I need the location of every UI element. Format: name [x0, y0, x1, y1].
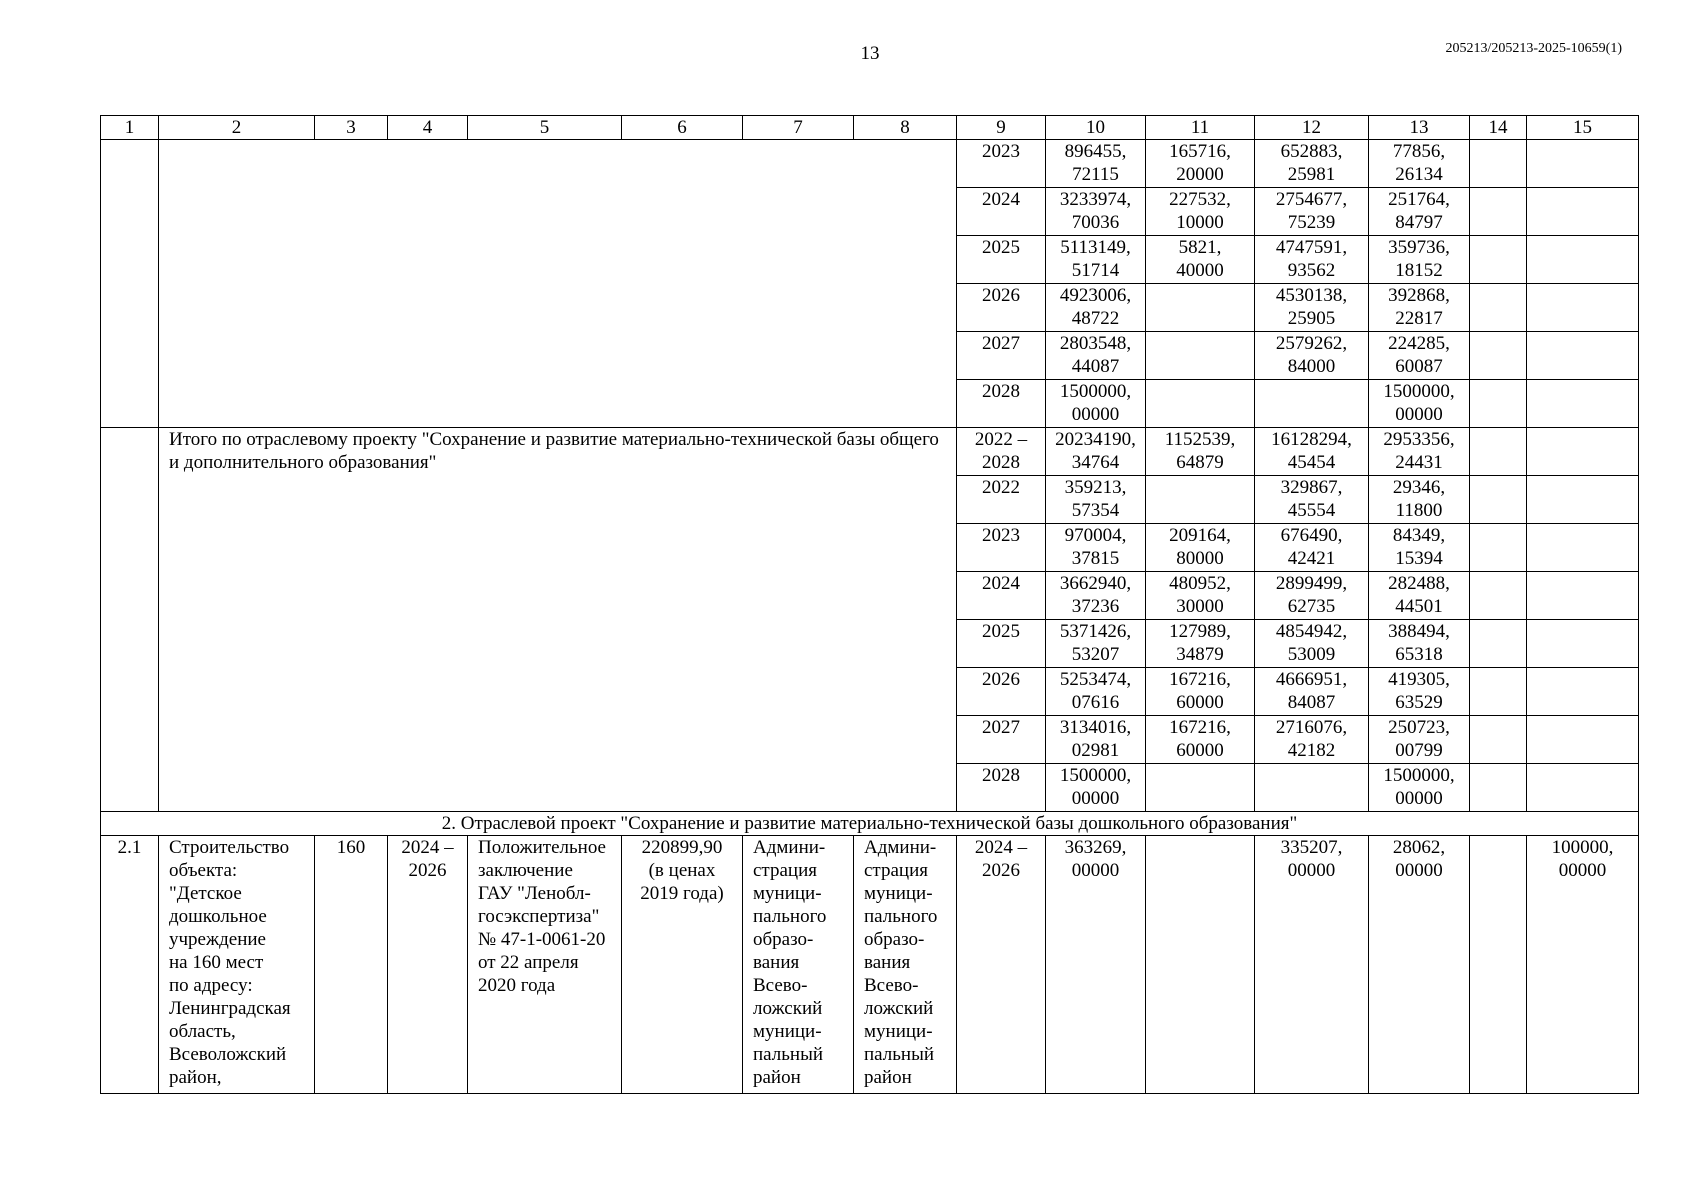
- empty-cell: [1470, 380, 1527, 428]
- local-amount-cell: 359736, 18152: [1369, 236, 1470, 284]
- federal-amount-cell: 127989, 34879: [1146, 620, 1255, 668]
- column-number: 10: [1046, 116, 1146, 140]
- empty-cell: [1470, 524, 1527, 572]
- local-amount-cell: 392868, 22817: [1369, 284, 1470, 332]
- empty-cell: [1527, 716, 1639, 764]
- regional-amount-cell: 4666951, 84087: [1255, 668, 1369, 716]
- empty-cell: [1470, 716, 1527, 764]
- column-number: 8: [854, 116, 957, 140]
- empty-cell: [1527, 380, 1639, 428]
- regional-amount-cell: 652883, 25981: [1255, 140, 1369, 188]
- total-amount-cell: 3134016, 02981: [1046, 716, 1146, 764]
- total-amount-cell: 5113149, 51714: [1046, 236, 1146, 284]
- empty-cell: [1470, 764, 1527, 812]
- federal-amount-cell: [1146, 836, 1255, 1094]
- local-amount-cell: 419305, 63529: [1369, 668, 1470, 716]
- section-header-row: [101, 812, 1639, 836]
- federal-amount-cell: 227532, 10000: [1146, 188, 1255, 236]
- customer: Админи- страция муници- пального образо- вания Всево- ложский муници- пальный район: [743, 836, 854, 1094]
- empty-cell: [1527, 236, 1639, 284]
- empty-cell: [101, 140, 159, 428]
- regional-amount-cell: 4530138, 25905: [1255, 284, 1369, 332]
- regional-amount-cell: 2899499, 62735: [1255, 572, 1369, 620]
- year-cell: 2026: [957, 284, 1046, 332]
- federal-amount-cell: [1146, 380, 1255, 428]
- federal-amount-cell: 167216, 60000: [1146, 668, 1255, 716]
- total-amount-cell: 2803548, 44087: [1046, 332, 1146, 380]
- column-number: 5: [468, 116, 622, 140]
- item-number: 2.1: [101, 836, 159, 1094]
- table-row: [101, 836, 1639, 1094]
- year-cell: 2025: [957, 620, 1046, 668]
- year-cell: 2028: [957, 764, 1046, 812]
- column-number: 12: [1255, 116, 1369, 140]
- local-amount-cell: 251764, 84797: [1369, 188, 1470, 236]
- empty-cell: [1470, 836, 1527, 1094]
- federal-amount-cell: 1152539, 64879: [1146, 428, 1255, 476]
- column-number-row: [101, 116, 1639, 140]
- regional-amount-cell: 329867, 45554: [1255, 476, 1369, 524]
- federal-amount-cell: [1146, 764, 1255, 812]
- empty-cell: [1527, 140, 1639, 188]
- empty-cell: [1470, 236, 1527, 284]
- regional-amount-cell: 2716076, 42182: [1255, 716, 1369, 764]
- estimated-cost: 220899,90 (в ценах 2019 года): [622, 836, 743, 1094]
- empty-cell: [1470, 140, 1527, 188]
- total-amount-cell: 20234190, 34764: [1046, 428, 1146, 476]
- federal-amount-cell: 167216, 60000: [1146, 716, 1255, 764]
- local-amount-cell: 1500000, 00000: [1369, 764, 1470, 812]
- empty-cell: [1470, 572, 1527, 620]
- empty-cell: [1470, 428, 1527, 476]
- local-amount-cell: 29346, 11800: [1369, 476, 1470, 524]
- empty-cell: [1527, 188, 1639, 236]
- total-amount-cell: 3662940, 37236: [1046, 572, 1146, 620]
- empty-cell: [1470, 188, 1527, 236]
- column-number: 13: [1369, 116, 1470, 140]
- empty-cell: [1527, 764, 1639, 812]
- empty-cell: [1470, 668, 1527, 716]
- total-amount-cell: 4923006, 48722: [1046, 284, 1146, 332]
- local-amount-cell: 84349, 15394: [1369, 524, 1470, 572]
- year-cell: 2024: [957, 572, 1046, 620]
- local-amount-cell: 2953356, 24431: [1369, 428, 1470, 476]
- column-number: 2: [159, 116, 315, 140]
- empty-cell: [101, 428, 159, 812]
- column-number: 7: [743, 116, 854, 140]
- column-number: 3: [315, 116, 388, 140]
- financing-period: 2024 – 2026: [957, 836, 1046, 1094]
- empty-cell: [1527, 572, 1639, 620]
- column-number: 14: [1470, 116, 1527, 140]
- empty-cell: [1527, 620, 1639, 668]
- column-number: 4: [388, 116, 468, 140]
- section-title: 2. Отраслевой проект "Сохранение и развитие материально-технической базы дошкольного образования": [101, 812, 1639, 836]
- empty-cell: [1527, 284, 1639, 332]
- empty-cell: [1527, 668, 1639, 716]
- local-amount-cell: 28062, 00000: [1369, 836, 1470, 1094]
- year-cell: 2024: [957, 188, 1046, 236]
- year-cell: 2026: [957, 668, 1046, 716]
- year-cell: 2022 – 2028: [957, 428, 1046, 476]
- budget-table: [100, 115, 1639, 1094]
- construction-period: 2024 – 2026: [388, 836, 468, 1094]
- year-cell: 2027: [957, 332, 1046, 380]
- total-amount-cell: 5371426, 53207: [1046, 620, 1146, 668]
- regional-amount-cell: [1255, 380, 1369, 428]
- column-number: 15: [1527, 116, 1639, 140]
- year-cell: 2025: [957, 236, 1046, 284]
- local-amount-cell: 224285, 60087: [1369, 332, 1470, 380]
- federal-amount-cell: 165716, 20000: [1146, 140, 1255, 188]
- regional-amount-cell: 335207, 00000: [1255, 836, 1369, 1094]
- federal-amount-cell: 480952, 30000: [1146, 572, 1255, 620]
- table-row: [101, 140, 1639, 188]
- federal-amount-cell: [1146, 332, 1255, 380]
- total-amount-cell: 896455, 72115: [1046, 140, 1146, 188]
- total-label: Итого по отраслевому проекту "Сохранение и развитие материально-технической базы общего и дополнительного образования": [159, 428, 957, 812]
- regional-amount-cell: 16128294, 45454: [1255, 428, 1369, 476]
- total-amount-cell: 363269, 00000: [1046, 836, 1146, 1094]
- total-amount-cell: 359213, 57354: [1046, 476, 1146, 524]
- total-amount-cell: 5253474, 07616: [1046, 668, 1146, 716]
- empty-cell: [1527, 524, 1639, 572]
- document-id: 205213/205213-2025-10659(1): [1445, 41, 1622, 56]
- total-amount-cell: 1500000, 00000: [1046, 764, 1146, 812]
- column-number: 9: [957, 116, 1046, 140]
- total-amount-cell: 1500000, 00000: [1046, 380, 1146, 428]
- local-amount-cell: 1500000, 00000: [1369, 380, 1470, 428]
- empty-cell: [1527, 476, 1639, 524]
- extra-amount-cell: 100000, 00000: [1527, 836, 1639, 1094]
- local-amount-cell: 388494, 65318: [1369, 620, 1470, 668]
- regional-amount-cell: 4854942, 53009: [1255, 620, 1369, 668]
- empty-cell: [1527, 428, 1639, 476]
- local-amount-cell: 77856, 26134: [1369, 140, 1470, 188]
- year-cell: 2023: [957, 524, 1046, 572]
- column-number: 11: [1146, 116, 1255, 140]
- year-cell: 2023: [957, 140, 1046, 188]
- total-amount-cell: 970004, 37815: [1046, 524, 1146, 572]
- page-number: 13: [860, 43, 880, 64]
- object-name: Строительство объекта: "Детское дошкольное учреждение на 160 мест по адресу: Ленинградская область, Всеволожский район,: [159, 836, 315, 1094]
- federal-amount-cell: 5821, 40000: [1146, 236, 1255, 284]
- regional-amount-cell: 2754677, 75239: [1255, 188, 1369, 236]
- capacity: 160: [315, 836, 388, 1094]
- federal-amount-cell: [1146, 284, 1255, 332]
- empty-cell: [1470, 284, 1527, 332]
- empty-cell: [1527, 332, 1639, 380]
- local-amount-cell: 282488, 44501: [1369, 572, 1470, 620]
- year-cell: 2028: [957, 380, 1046, 428]
- regional-amount-cell: [1255, 764, 1369, 812]
- federal-amount-cell: [1146, 476, 1255, 524]
- year-cell: 2022: [957, 476, 1046, 524]
- regional-amount-cell: 676490, 42421: [1255, 524, 1369, 572]
- federal-amount-cell: 209164, 80000: [1146, 524, 1255, 572]
- regional-amount-cell: 2579262, 84000: [1255, 332, 1369, 380]
- empty-cell: [159, 140, 957, 428]
- empty-cell: [1470, 476, 1527, 524]
- total-amount-cell: 3233974, 70036: [1046, 188, 1146, 236]
- empty-cell: [1470, 332, 1527, 380]
- local-amount-cell: 250723, 00799: [1369, 716, 1470, 764]
- regional-amount-cell: 4747591, 93562: [1255, 236, 1369, 284]
- developer: Админи- страция муници- пального образо- вания Всево- ложский муници- пальный район: [854, 836, 957, 1094]
- expertise-conclusion: Положительное заключение ГАУ "Ленобл- госэкспертиза" № 47-1-0061-20 от 22 апреля 2020 года: [468, 836, 622, 1094]
- column-number: 6: [622, 116, 743, 140]
- table-row: [101, 428, 1639, 476]
- empty-cell: [1470, 620, 1527, 668]
- column-number: 1: [101, 116, 159, 140]
- year-cell: 2027: [957, 716, 1046, 764]
